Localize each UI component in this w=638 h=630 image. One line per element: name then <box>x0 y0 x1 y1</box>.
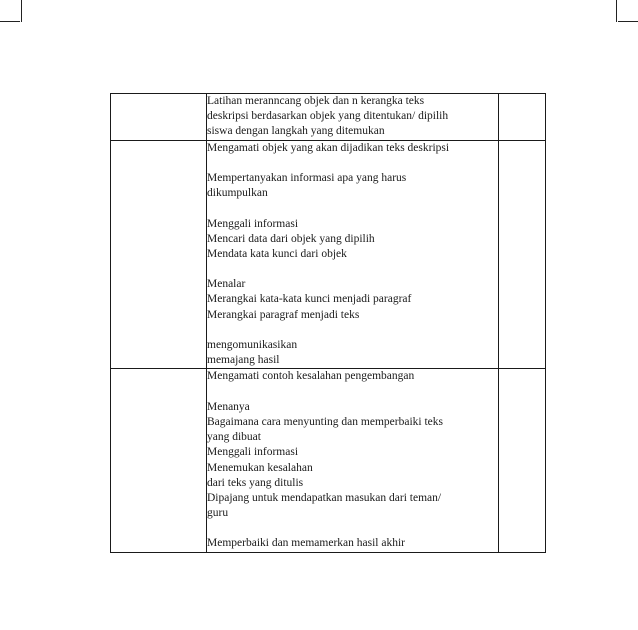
text-line: Mencari data dari objek yang dipilih <box>207 232 375 245</box>
text-line: Mendata kata kunci dari objek <box>207 247 347 260</box>
text-line: siswa dengan langkah yang ditemukan <box>207 125 385 138</box>
text-line: guru <box>207 507 229 520</box>
activity-description-cell <box>207 140 499 369</box>
text-line: yang dibuat <box>207 431 261 444</box>
empty-left-cell <box>111 94 207 141</box>
empty-right-cell <box>499 369 546 552</box>
text-line: Merangkai paragraf menjadi teks <box>207 308 360 321</box>
text-line: Mempertanyakan informasi apa yang harus <box>207 171 407 184</box>
blank-line <box>207 156 498 171</box>
empty-right-cell <box>499 140 546 369</box>
blank-line <box>207 521 498 536</box>
text-line: deskripsi berdasarkan objek yang ditentukan/ dipilih <box>207 110 449 123</box>
blank-line <box>207 201 498 216</box>
text-line: memajang hasil <box>207 354 280 367</box>
text-line: Menalar <box>207 278 246 291</box>
crop-mark-top-right-horizontal <box>618 21 638 22</box>
text-line: Menggali informasi <box>207 446 299 459</box>
empty-left-cell <box>111 369 207 552</box>
text-line: Mengamati contoh kesalahan pengembangan <box>207 370 415 383</box>
blank-line <box>207 323 498 338</box>
blank-line <box>207 262 498 277</box>
text-line: Merangkai kata-kata kunci menjadi paragraf <box>207 293 412 306</box>
blank-line <box>207 385 498 400</box>
empty-left-cell <box>111 140 207 369</box>
text-line: dari teks yang ditulis <box>207 476 304 489</box>
text-line: Bagaimana cara menyunting dan memperbaiki teks <box>207 415 443 428</box>
text-line: Latihan meranncang objek dan n kerangka teks <box>207 95 425 107</box>
activity-table <box>110 93 546 553</box>
text-line: mengomunikasikan <box>207 339 298 351</box>
empty-right-cell <box>499 94 546 141</box>
text-line: Menemukan kesalahan <box>207 461 313 474</box>
text-line: Menanya <box>207 400 250 413</box>
crop-mark-top-right-vertical <box>616 0 617 22</box>
crop-mark-top-left-vertical <box>21 0 22 22</box>
table-row <box>111 369 546 552</box>
activity-table-body <box>111 94 546 553</box>
activity-description-cell <box>207 94 499 141</box>
table-row <box>111 94 546 141</box>
text-line: dikumpulkan <box>207 187 268 200</box>
activity-description-cell <box>207 369 499 552</box>
text-line: Memperbaiki dan memamerkan hasil akhir <box>207 537 405 550</box>
crop-mark-top-left-horizontal <box>0 21 20 22</box>
text-line: Menggali informasi <box>207 217 299 230</box>
text-line: Mengamati objek yang akan dijadikan teks deskripsi <box>207 141 450 154</box>
table-row <box>111 140 546 369</box>
text-line: Dipajang untuk mendapatkan masukan dari teman/ <box>207 491 442 504</box>
